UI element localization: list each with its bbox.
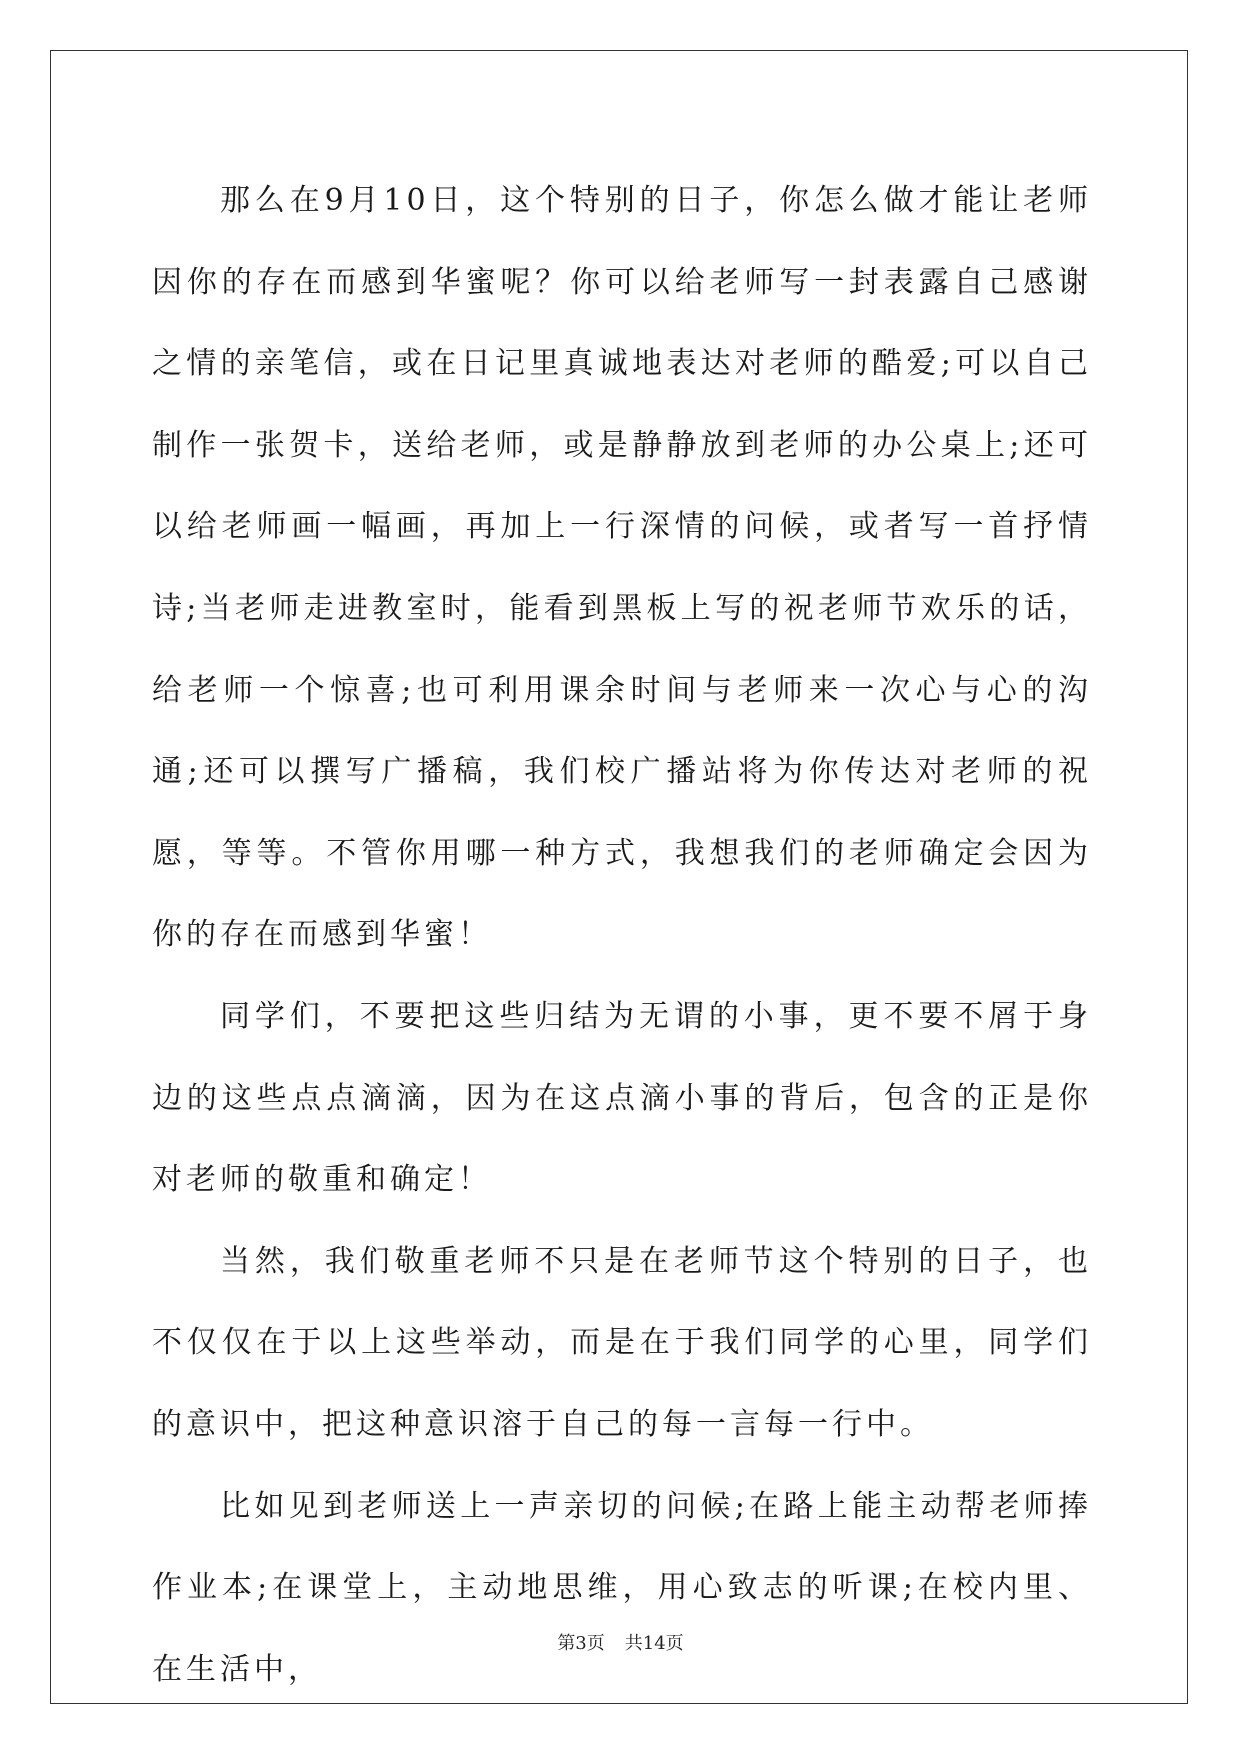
total-page-count: 共14页 bbox=[624, 1633, 684, 1654]
paragraph: 同学们，不要把这些归结为无谓的小事，更不要不屑于身边的这些点点滴滴，因为在这点滴小事的背后，包含的正是你对老师的敬重和确定！ bbox=[152, 998, 1092, 1198]
page-footer bbox=[0, 1629, 1241, 1655]
current-page-number: 第3页 bbox=[557, 1633, 605, 1654]
paragraph: 那么在9月10日，这个特别的日子，你怎么做才能让老师因你的存在而感到华蜜呢？你可以给老师写一封表露自己感谢之情的亲笔信，或在日记里真诚地表达对老师的酷爱;可以自己制作一张贺卡，送给老师，或是静静放到老师的办公桌上;还可以给老师画一幅画，再加上一行深情的问候，或者写一首抒情诗;当老师走进教室时，能看到黑板上写的祝老师节欢乐的话，给老师一个惊喜;也可利用课余时间与老师来一次心与心的沟通;还可以撰写广播稿，我们校广播站将为你传达对老师的祝愿，等等。不管你用哪一种方式，我想我们的老师确定会因为你的存在而感到华蜜！ bbox=[152, 183, 1092, 953]
paragraph: 比如见到老师送上一声亲切的问候;在路上能主动帮老师捧作业本;在课堂上，主动地思维，用心致志的听课;在校内里、在生活中， bbox=[152, 1488, 1092, 1687]
paragraph: 当然，我们敬重老师不只是在老师节这个特别的日子，也不仅仅在于以上这些举动，而是在于我们同学的心里，同学们的意识中，把这种意识溶于自己的每一言每一行中。 bbox=[152, 1243, 1092, 1442]
document-body bbox=[152, 160, 1092, 1710]
